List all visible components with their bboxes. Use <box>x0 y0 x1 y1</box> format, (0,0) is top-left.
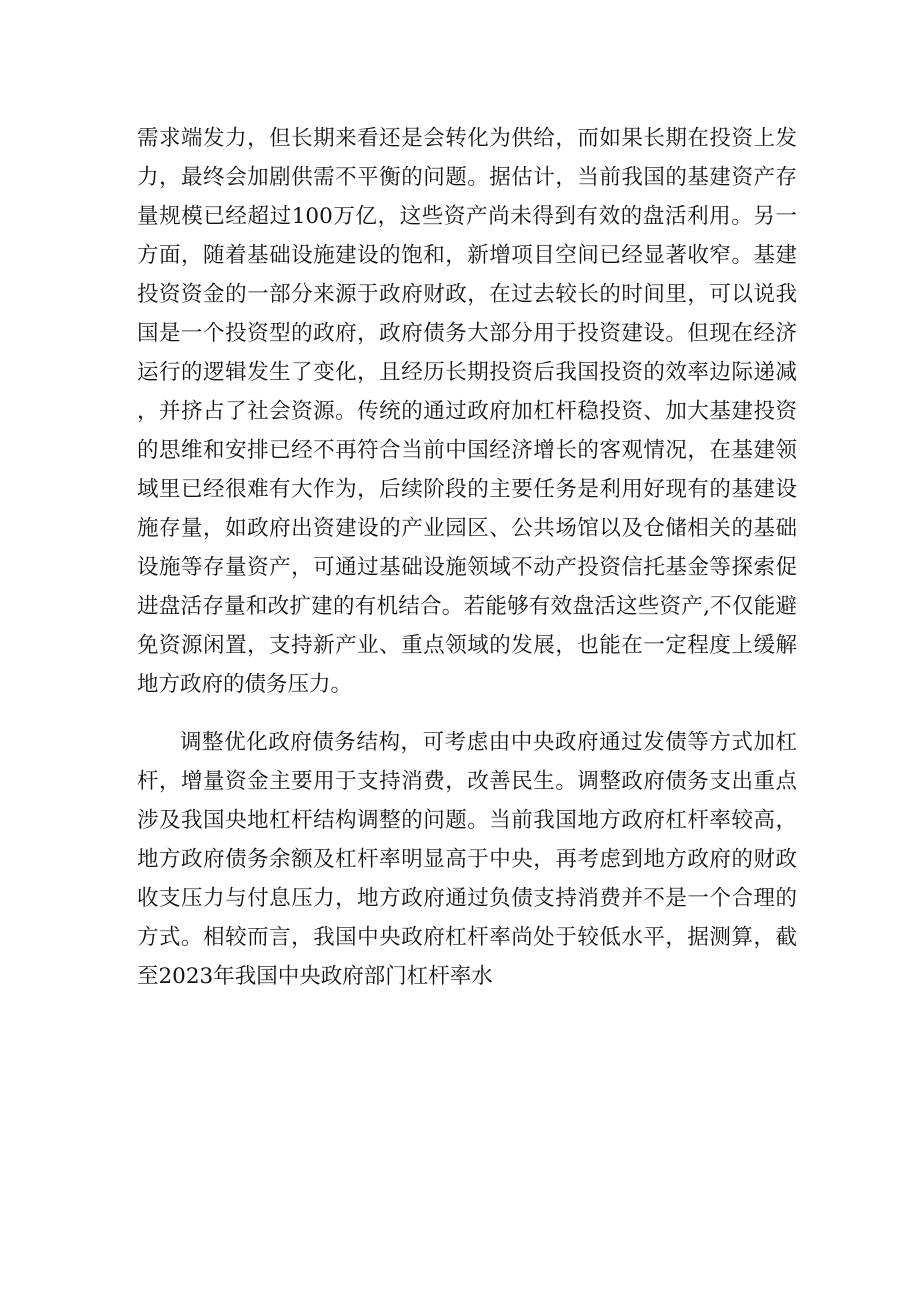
paragraph-1: 需求端发力，但长期来看还是会转化为供给，而如果长期在投资上发力，最终会加剧供需不平衡的问题。据估计，当前我国的基建资产存量规模已经超过100万亿，这些资产尚未得到有效的盘活利用。另一方面，随着基础设施建设的饱和，新增项目空间已经显著收窄。基建投资资金的一部分来源于政府财政，在过去较长的时间里，可以说我国是一个投资型的政府，政府债务大部分用于投资建设。但现在经济运行的逻辑发生了变化，且经历长期投资后我国投资的效率边际递减，并挤占了社会资源。传统的通过政府加杠杆稳投资、加大基建投资的思维和安排已经不再符合当前中国经济增长的客观情况，在基建领域里已经很难有大作为，后续阶段的主要任务是利用好现有的基建设施存量，如政府出资建设的产业园区、公共场馆以及仓储相关的基础设施等存量资产，可通过基础设施领域不动产投资信托基金等探索促进盘活存量和改扩建的有机结合。若能够有效盘活这些资产,不仅能避免资源闲置，支持新产业、重点领域的发展，也能在一定程度上缓解地方政府的债务压力。 <box>137 126 797 697</box>
paragraph-spacer <box>137 704 797 723</box>
document-body <box>137 119 797 996</box>
paragraph-2: 调整优化政府债务结构，可考虑由中央政府通过发债等方式加杠杆，增量资金主要用于支持消费，改善民生。调整政府债务支出重点涉及我国央地杠杆结构调整的问题。当前我国地方政府杠杆率较高，地方政府债务余额及杠杆率明显高于中央，再考虑到地方政府的财政收支压力与付息压力，地方政府通过负债支持消费并不是一个合理的方式。相较而言，我国中央政府杠杆率尚处于较低水平，据测算，截至2023年我国中央政府部门杠杆率水 <box>137 730 797 989</box>
